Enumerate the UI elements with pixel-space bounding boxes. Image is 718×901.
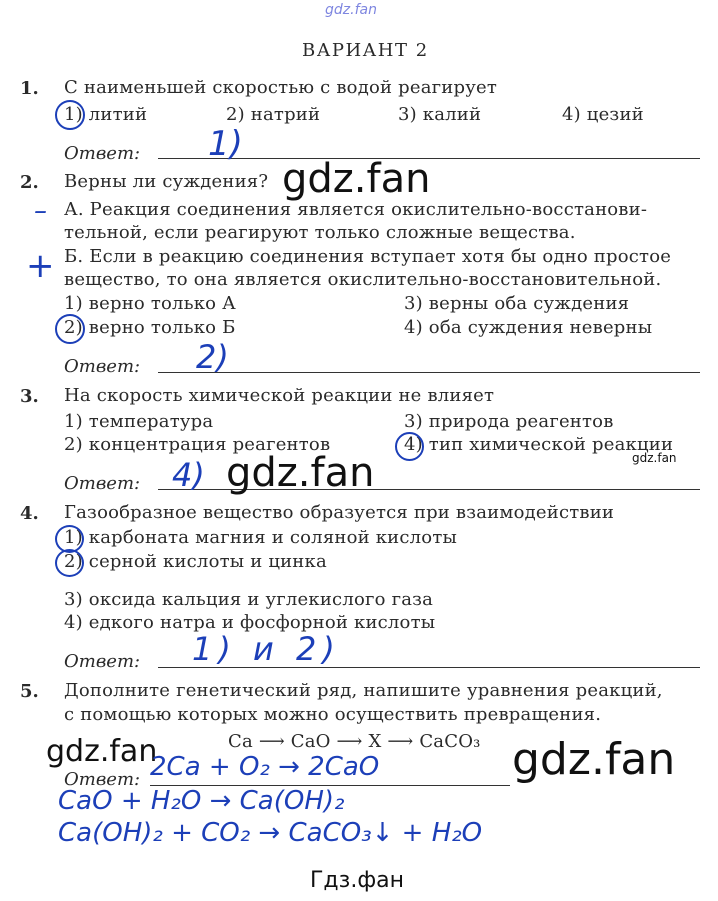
q2-mark-b: + (26, 246, 55, 286)
q2-option-4: 4) оба суждения неверны (404, 317, 653, 338)
q3-answer-label: Ответ: (64, 473, 141, 494)
q4-answer-label: Ответ: (64, 651, 141, 672)
q4-option-4: 4) едкого натра и фосфорной кислоты (64, 612, 436, 633)
q2-handwritten-answer: 2) (196, 338, 229, 376)
watermark-2: gdz.fan (226, 450, 375, 496)
q2-mark-a: – (34, 196, 47, 226)
watermark-4: gdz.fan (512, 734, 676, 785)
footer-watermark: Гдз.фан (310, 868, 404, 893)
q4-option-3: 3) оксида кальция и углекислого газа (64, 589, 434, 610)
q1-answer-label: Ответ: (64, 143, 141, 164)
q5-scheme: Ca ⟶ CaO ⟶ X ⟶ CaCO₃ (228, 731, 481, 752)
q3-option-2: 2) концентрация реагентов (64, 434, 331, 455)
q2-choice-circle (55, 314, 85, 344)
q1-handwritten-answer: 1) (208, 124, 243, 164)
q4-number: 4. (20, 503, 39, 524)
q4-choice-circle-2 (55, 549, 84, 577)
q2-statement-b-line1: Б. Если в реакцию соединения вступает хотя бы одно простое (64, 246, 672, 267)
q1-text: С наименьшей скоростью с водой реагирует (64, 77, 498, 98)
q3-text: На скорость химической реакции не влияет (64, 385, 495, 406)
q2-answer-line (158, 372, 700, 373)
q2-statement-a-line1: А. Реакция соединения является окислительно-восстанови- (64, 199, 648, 220)
q2-statement-a-line2: тельной, если реагируют только сложные вещества. (64, 222, 576, 243)
watermark-small: gdz.fan (632, 451, 677, 465)
q2-statement-b-line2: вещество, то она является окислительно-восстановительной. (64, 269, 662, 290)
q4-handwritten-answer: 1) и 2) (192, 630, 341, 668)
q3-option-3: 3) природа реагентов (404, 411, 614, 432)
q3-option-4: 4) тип химической реакции (404, 434, 674, 455)
q5-handwritten-line-1: 2Ca + O₂ → 2CaO (150, 752, 380, 782)
q3-choice-circle (395, 432, 424, 461)
q1-choice-circle (55, 100, 85, 130)
q2-option-1: 1) верно только А (64, 293, 236, 314)
q5-handwritten-line-3: Ca(OH)₂ + CO₂ → CaCO₃↓ + H₂O (58, 818, 483, 848)
q5-number: 5. (20, 681, 39, 702)
watermark-3: gdz.fan (46, 734, 158, 769)
q4-text: Газообразное вещество образуется при взаимодействии (64, 502, 615, 523)
q5-text-line2: с помощью которых можно осуществить превращения. (64, 704, 602, 725)
q1-number: 1. (20, 78, 39, 99)
q1-option-3: 3) калий (398, 104, 482, 125)
watermark-1: gdz.fan (282, 156, 431, 202)
q1-option-4: 4) цезий (562, 104, 644, 125)
q3-number: 3. (20, 386, 39, 407)
q3-handwritten-answer: 4) (172, 456, 205, 494)
q2-text: Верны ли суждения? (64, 171, 269, 192)
q5-answer-label: Ответ: (64, 769, 141, 790)
q4-option-2: 2) серной кислоты и цинка (64, 551, 327, 572)
q4-option-1: 1) карбоната магния и соляной кислоты (64, 527, 458, 548)
q2-option-3: 3) верны оба суждения (404, 293, 630, 314)
q2-answer-label: Ответ: (64, 356, 141, 377)
q2-number: 2. (20, 172, 39, 193)
q1-option-1: 1) литий (64, 104, 148, 125)
variant-title: ВАРИАНТ 2 (302, 40, 429, 61)
top-watermark: gdz.fan (325, 2, 377, 18)
q5-handwritten-line-2: CaO + H₂O → Ca(OH)₂ (58, 786, 345, 816)
q3-option-1: 1) температура (64, 411, 214, 432)
q5-text-line1: Дополните генетический ряд, напишите уравнения реакций, (64, 680, 663, 701)
q1-option-2: 2) натрий (226, 104, 321, 125)
q2-option-2: 2) верно только Б (64, 317, 236, 338)
